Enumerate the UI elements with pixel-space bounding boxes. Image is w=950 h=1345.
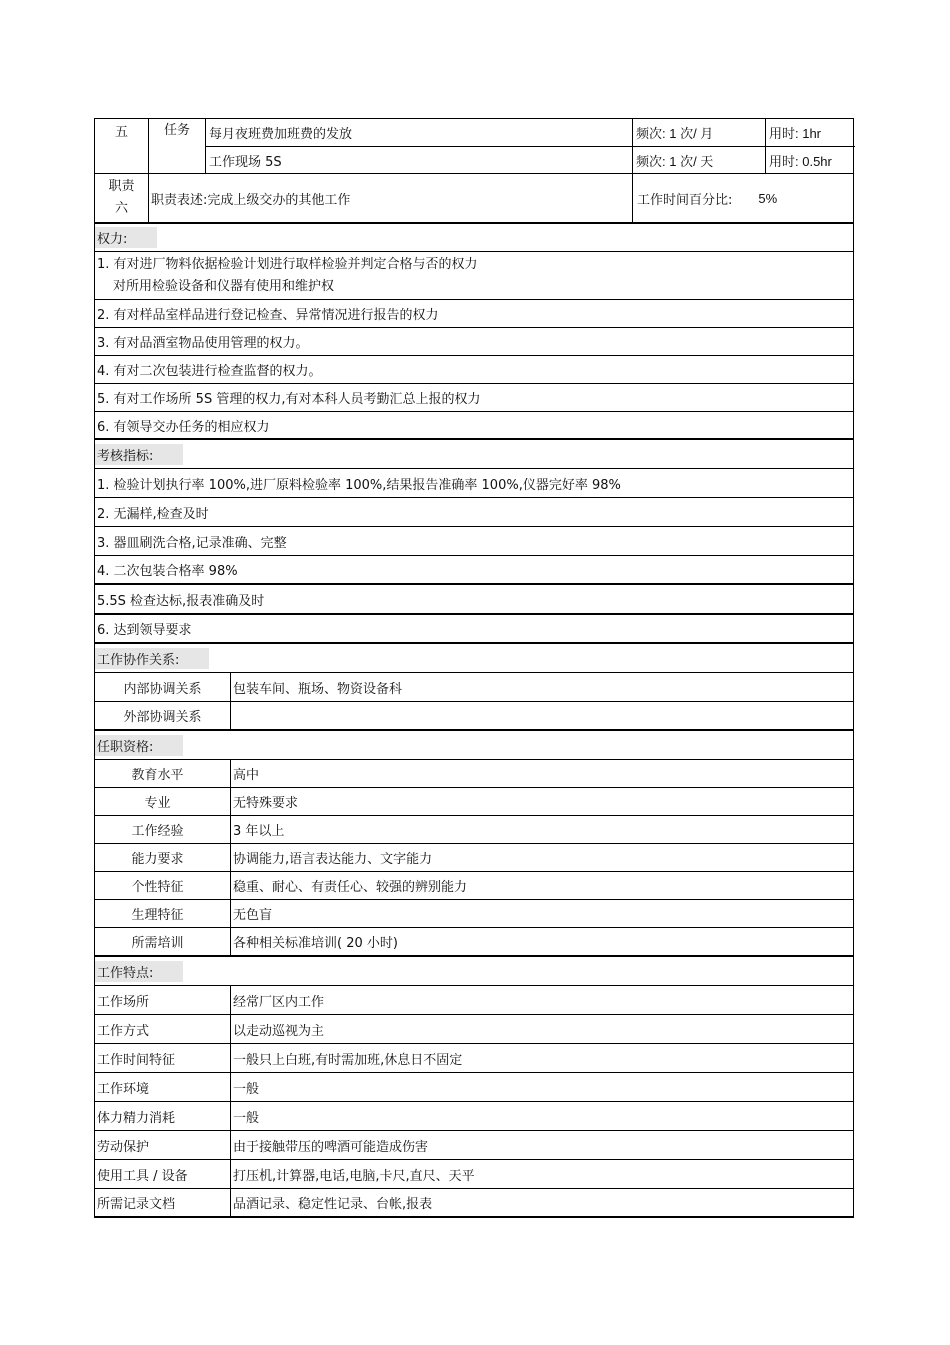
duty-six-description: 职责表述:完成上级交办的其他工作 [148,174,632,222]
authority-item-1-line1: 1. 有对进厂物料依据检验计划进行取样检验并判定合格与否的权力 [97,256,478,272]
qualification-row [94,760,854,788]
cooperation-external-value [230,702,853,729]
cooperation-internal-value: 包装车间、瓶场、物资设备科 [230,673,853,701]
qualification-value: 无特殊要求 [230,788,853,815]
task-2-name: 工作现场 5S [205,147,632,173]
task-2-time: 用时: 0.5hr [765,147,855,173]
qualification-header [95,731,853,759]
feature-row [94,1131,854,1160]
kpi-item-3-text: 3. 器皿刷洗合格,记录准确、完整 [97,535,287,551]
cooperation-external-row [94,702,854,731]
qualification-row [94,816,854,844]
qualification-header-row [94,731,854,760]
feature-value: 品酒记录、稳定性记录、台帐,报表 [230,1189,853,1216]
kpi-item-5 [94,585,854,615]
kpi-item-1-text: 1. 检验计划执行率 100%,进厂原料检验率 100%,结果报告准确率 100%,仪器完好率 98% [97,477,621,493]
percent-value: 5% [758,190,778,206]
feature-value: 由于接触带压的啤酒可能造成伤害 [230,1131,853,1159]
authority-item-5 [94,384,854,412]
qualification-label: 教育水平 [131,768,184,783]
qualification-header-label: 任职资格: [95,735,183,756]
qualification-label: 生理特征 [131,908,184,923]
feature-row [94,1160,854,1189]
duty-six-label-line2: 六 [114,201,128,216]
authority-item-5-text: 5. 有对工作场所 5S 管理的权力,有对本科人员考勤汇总上报的权力 [97,392,481,407]
authority-item-3-text: 3. 有对品酒室物品使用管理的权力。 [97,336,309,351]
authority-item-2 [94,300,854,328]
qualification-row [94,872,854,900]
task-label: 任务 [148,119,205,173]
task-2-frequency: 频次: 1 次/ 天 [632,147,765,173]
task-1-time: 用时: 1hr [765,119,855,147]
feature-label: 使用工具 / 设备 [97,1168,188,1184]
feature-value: 经常厂区内工作 [230,986,853,1014]
feature-value: 以走动巡视为主 [230,1015,853,1043]
authority-header-label: 权力: [95,227,157,248]
feature-row [94,1189,854,1218]
authority-item-1 [94,252,854,300]
qualification-row [94,788,854,816]
kpi-item-6 [94,615,854,644]
kpi-item-6-text: 6. 达到领导要求 [97,623,192,638]
qualification-value: 高中 [230,760,853,787]
authority-item-1-line2: 对所用检验设备和仪器有使用和维护权 [113,278,335,294]
kpi-header [95,440,853,468]
feature-value: 一般只上白班,有时需加班,休息日不固定 [230,1044,853,1072]
task-1-frequency: 频次: 1 次/ 月 [632,119,765,147]
cooperation-header [95,644,853,672]
feature-label: 所需记录文档 [97,1197,176,1212]
cooperation-external-label: 外部协调关系 [123,710,202,725]
feature-label: 工作场所 [97,994,150,1010]
duty-six-label-line1: 职责 [108,179,135,194]
duty-six-label [95,174,148,222]
qualification-value: 3 年以上 [230,816,853,843]
qualification-value: 各种相关标准培训( 20 小时) [230,928,853,955]
task-1-name: 每月夜班费加班费的发放 [205,119,632,147]
qualification-row [94,928,854,957]
feature-row [94,1044,854,1073]
kpi-header-row [94,440,854,469]
cooperation-internal-row [94,673,854,702]
feature-row [94,1015,854,1044]
kpi-item-5-text: 5.5S 检查达标,报表准确及时 [97,593,265,609]
features-header-row [94,957,854,986]
authority-header [95,224,853,251]
authority-item-3 [94,328,854,356]
cooperation-internal-label: 内部协调关系 [123,681,202,697]
kpi-header-label: 考核指标: [95,444,183,465]
kpi-item-4-text: 4. 二次包装合格率 98% [97,564,238,579]
authority-item-2-text: 2. 有对样品室样品进行登记检查、异常情况进行报告的权力 [97,308,439,323]
features-header [95,957,853,985]
feature-label: 工作时间特征 [97,1052,176,1068]
kpi-item-2 [94,498,854,527]
qualification-label: 能力要求 [131,852,184,867]
feature-value: 一般 [230,1073,853,1101]
feature-label: 体力精力消耗 [97,1110,176,1126]
kpi-item-4 [94,556,854,585]
qualification-value: 协调能力,语言表达能力、文字能力 [230,844,853,871]
feature-value: 一般 [230,1102,853,1130]
authority-header-row [94,224,854,252]
qualification-label: 工作经验 [131,824,184,839]
task-block [94,118,854,174]
authority-item-6 [94,412,854,440]
authority-item-6-text: 6. 有领导交办任务的相应权力 [97,419,270,435]
feature-row [94,1102,854,1131]
kpi-item-2-text: 2. 无漏样,检查及时 [97,506,209,522]
feature-value: 打压机,计算器,电话,电脑,卡尺,直尺、天平 [230,1160,853,1188]
authority-item-1-text [95,252,853,299]
duty-six-row [94,174,854,224]
features-header-label: 工作特点: [95,961,183,982]
qualification-label: 个性特征 [131,880,184,895]
kpi-item-3 [94,527,854,556]
job-description-table [94,118,854,1218]
qualification-value: 稳重、耐心、有责任心、较强的辨别能力 [230,872,853,899]
duty-six-percent [632,174,855,222]
authority-item-4 [94,356,854,384]
feature-row [94,986,854,1015]
feature-label: 工作方式 [97,1023,150,1039]
qualification-label: 所需培训 [131,936,184,951]
feature-label: 工作环境 [97,1081,150,1097]
feature-label: 劳动保护 [97,1139,150,1155]
qualification-row [94,844,854,872]
qualification-label: 专业 [144,796,171,811]
qualification-value: 无色盲 [230,900,853,927]
qualification-row [94,900,854,928]
percent-label: 工作时间百分比: [637,192,733,208]
feature-row [94,1073,854,1102]
cooperation-header-label: 工作协作关系: [95,648,209,669]
cooperation-header-row [94,644,854,673]
task-number: 五 [114,125,128,140]
kpi-item-1 [94,469,854,498]
authority-item-4-text: 4. 有对二次包装进行检查监督的权力。 [97,364,322,379]
